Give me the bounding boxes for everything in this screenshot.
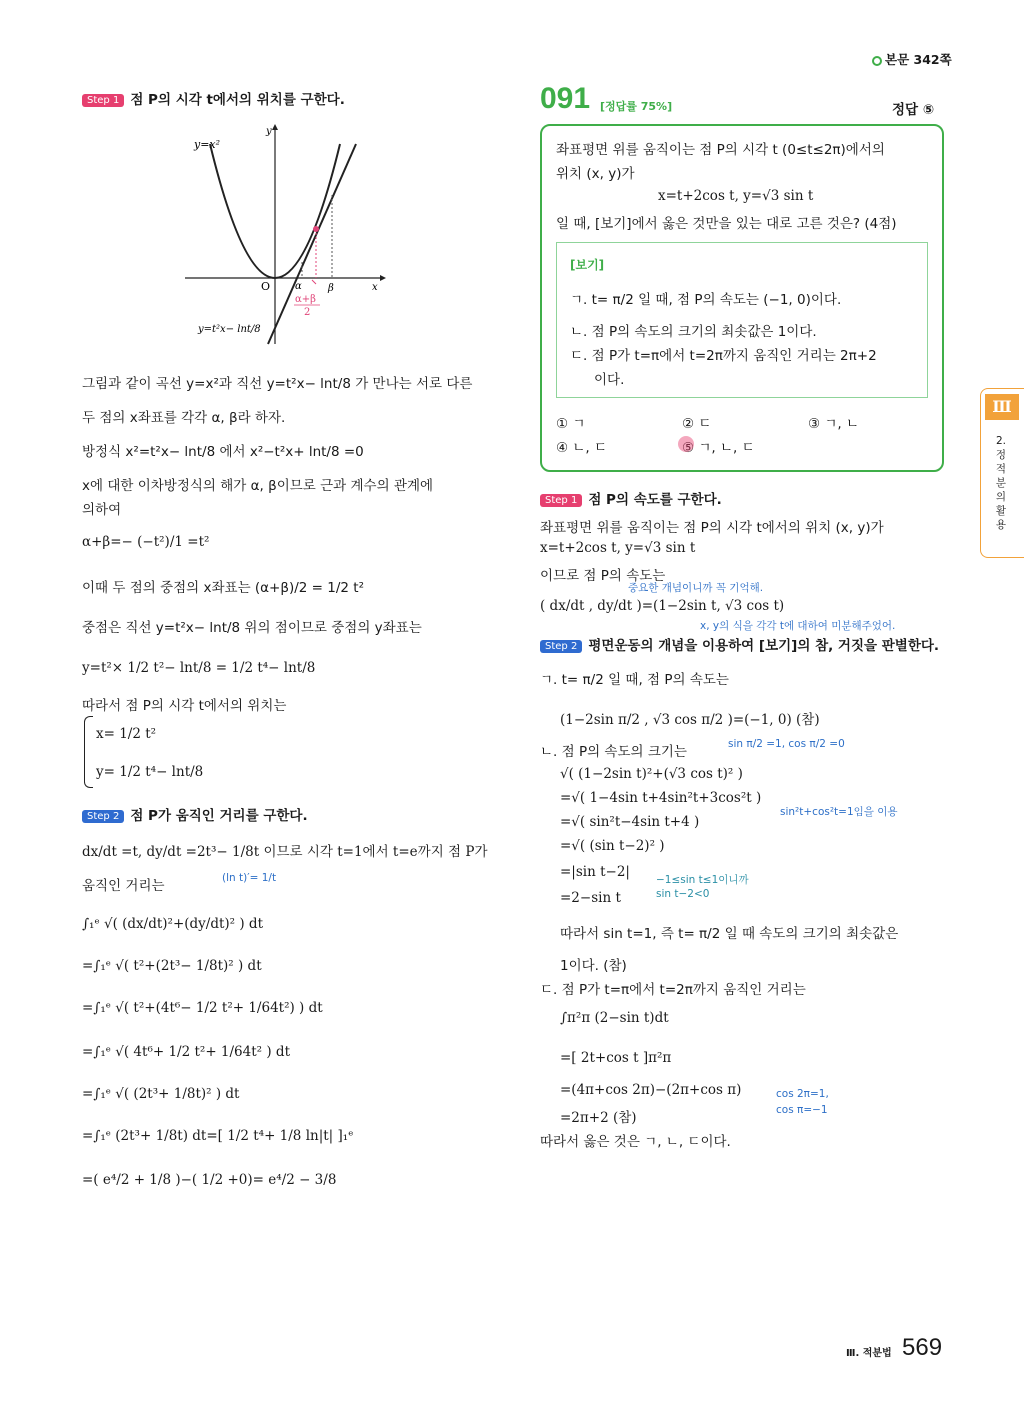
derivative-note: x, y의 식을 각각 t에 대하여 미분해주었어. <box>700 620 896 632</box>
chapter-number: Ⅲ <box>985 394 1019 420</box>
parabola-line-graph <box>180 122 390 347</box>
s2-line-3: ∫₁ᵉ √( (dx/dt)²+(dy/dt)² ) dt <box>82 916 263 932</box>
check-mark-icon <box>678 436 694 452</box>
bogi-title: [보기] <box>570 258 605 272</box>
left-line-11: x= 1/2 t² <box>96 726 157 742</box>
r-s1-line-4: ( dx/dt , dy/dt )=(1−2sin t, √3 cos t) <box>540 598 785 614</box>
r-s2-line-9: =2−sin t <box>560 890 621 906</box>
r-s1-line-1: 좌표평면 위를 움직이는 점 P의 시각 t에서의 위치 (x, y)가 <box>540 520 884 536</box>
cospi-note: cos π=−1 <box>776 1104 828 1116</box>
curve-label: y=x² <box>194 138 221 151</box>
midpoint-label-bottom: 2 <box>304 307 311 318</box>
r-s2-line-4: √( (1−2sin t)²+(√3 cos t)² ) <box>560 766 743 782</box>
left-line-7: 이때 두 점의 중점의 x좌표는 (α+β)/2 = 1/2 t² <box>82 580 365 596</box>
midpoint-label-top: α+β <box>295 294 316 305</box>
bogi-item-2: ㄴ. 점 P의 속도의 크기의 최솟값은 1이다. <box>570 324 817 340</box>
section-vertical-label: 2. 정적분의 활용 <box>995 435 1007 531</box>
r-s1-line-2: x=t+2cos t, y=√3 sin t <box>540 540 696 556</box>
choice-4[interactable]: ④ ㄴ, ㄷ <box>556 440 608 456</box>
r-s2-line-8: =|sin t−2| <box>560 864 630 880</box>
s2-line-2: 움직인 거리는 <box>82 878 165 894</box>
stem-line-1: 좌표평면 위를 움직이는 점 P의 시각 t (0≤t≤2π)에서의 <box>556 142 885 158</box>
r-s2-line-7: =√( (sin t−2)² ) <box>560 838 665 854</box>
left-step1-header <box>82 88 345 108</box>
page-number: 569 <box>902 1334 943 1361</box>
trig-values-note: sin π/2 =1, cos π/2 =0 <box>728 738 845 750</box>
step1-badge: Step 1 <box>82 94 124 107</box>
beta-label: β <box>328 283 334 294</box>
y-axis-label: y <box>266 126 272 137</box>
right-step2-header <box>540 634 939 654</box>
midpoint-dot <box>313 226 319 232</box>
right-step1-header <box>540 488 722 508</box>
right-step1-title: 점 P의 속도를 구한다. <box>588 492 722 508</box>
r-s2-line-1: ㄱ. t= π/2 일 때, 점 P의 속도는 <box>540 672 729 688</box>
left-line-9: y=t²× 1/2 t²− lnt/8 = 1/2 t⁴− lnt/8 <box>82 660 316 676</box>
s2-line-4: =∫₁ᵉ √( t²+(2t³− 1/8t)² ) dt <box>82 958 262 974</box>
r-s2-line-5: =√( 1−4sin t+4sin²t+3cos²t ) <box>560 790 762 806</box>
right-step2-title: 평면운동의 개념을 이용하여 [보기]의 참, 거짓을 판별한다. <box>588 638 940 654</box>
left-line-10: 따라서 점 P의 시각 t에서의 위치는 <box>82 698 287 714</box>
step2-badge: Step 2 <box>82 810 124 823</box>
circle-bullet-icon <box>872 56 882 66</box>
s2-line-6: =∫₁ᵉ √( 4t⁶+ 1/2 t²+ 1/64t² ) dt <box>82 1044 290 1060</box>
left-line-6: α+β=− (−t²)/1 =t² <box>82 534 210 550</box>
left-line-5: 의하여 <box>82 502 122 518</box>
choice-5[interactable]: ⑤ ㄱ, ㄴ, ㄷ <box>682 440 755 456</box>
system-brace <box>84 716 93 788</box>
page-reference <box>872 50 952 68</box>
stem-line-3: x=t+2cos t, y=√3 sin t <box>658 188 814 204</box>
r-s2-line-11: 1이다. (참) <box>560 958 627 974</box>
s2-line-1: dx/dt =t, dy/dt =2t³− 1/8t 이므로 시각 t=1에서 t=e까지 점 P가 <box>82 844 488 860</box>
choice-3[interactable]: ③ ㄱ, ㄴ <box>808 416 860 432</box>
r-s2-line-3: ㄴ. 점 P의 속도의 크기는 <box>540 744 687 760</box>
tangent-line <box>268 144 356 344</box>
identity-note: sin²t+cos²t=1임을 이용 <box>780 806 898 818</box>
r-s2-line-13: ∫π²π (2−sin t)dt <box>560 1010 669 1026</box>
origin-label: O <box>261 280 271 293</box>
correct-rate: [정답률 75%] <box>600 100 673 113</box>
r-s2-line-15: =(4π+cos 2π)−(2π+cos π) <box>560 1082 742 1098</box>
s2-line-7: =∫₁ᵉ √( (2t³+ 1/8t)² ) dt <box>82 1086 240 1102</box>
left-line-8: 중점은 직선 y=t²x− lnt/8 위의 점이므로 중점의 y좌표는 <box>82 620 422 636</box>
r-s2-line-14: =[ 2t+cos t ]π²π <box>560 1050 672 1066</box>
left-line-4: x에 대한 이차방정식의 해가 α, β이므로 근과 계수의 관계에 <box>82 478 434 494</box>
bogi-item-4: 이다. <box>594 372 625 388</box>
r-s2-line-10: 따라서 sin t=1, 즉 t= π/2 일 때 속도의 크기의 최솟값은 <box>560 926 899 942</box>
left-line-3: 방정식 x²=t²x− lnt/8 에서 x²−t²x+ lnt/8 =0 <box>82 444 364 460</box>
range-note: −1≤sin t≤1이니까 <box>656 874 749 886</box>
step1-title: 점 P의 시각 t에서의 위치를 구한다. <box>130 92 345 108</box>
s2-line-5: =∫₁ᵉ √( t²+(4t⁶− 1/2 t²+ 1/64t²) ) dt <box>82 1000 323 1016</box>
r-s2-line-16: =2π+2 (참) <box>560 1110 637 1126</box>
r-s2-line-12: ㄷ. 점 P가 t=π에서 t=2π까지 움직인 거리는 <box>540 982 806 998</box>
bogi-item-3: ㄷ. 점 P가 t=π에서 t=2π까지 움직인 거리는 2π+2 <box>570 348 877 364</box>
r-s2-line-17: 따라서 옳은 것은 ㄱ, ㄴ, ㄷ이다. <box>540 1134 731 1150</box>
ln-derivative-note: (ln t)′= 1/t <box>222 872 277 884</box>
page-reference-text: 본문 342쪽 <box>885 52 952 67</box>
left-step2-header <box>82 804 308 824</box>
stem-line-2: 위치 (x, y)가 <box>556 166 635 182</box>
concept-note: 중요한 개념이니까 꼭 기억해. <box>628 582 764 594</box>
right-step1-badge: Step 1 <box>540 494 582 507</box>
r-s1-line-3: 이므로 점 P의 속도는 <box>540 568 666 584</box>
x-axis-label: x <box>372 282 378 293</box>
footer-section: Ⅲ. 적분법 <box>846 1348 892 1359</box>
alpha-label: α <box>295 281 302 292</box>
answer-label: 정답 ⑤ <box>892 102 935 118</box>
step2-title: 점 P가 움직인 거리를 구한다. <box>130 808 308 824</box>
r-s2-line-2: (1−2sin π/2 , √3 cos π/2 )=(−1, 0) (참) <box>560 712 820 728</box>
right-step2-badge: Step 2 <box>540 640 582 653</box>
choice-1[interactable]: ① ㄱ <box>556 416 586 432</box>
line-label: y=t²x− lnt/8 <box>198 324 261 335</box>
r-s2-line-6: =√( sin²t−4sin t+4 ) <box>560 814 700 830</box>
cos2pi-note: cos 2π=1, <box>776 1088 829 1100</box>
left-line-1: 그림과 같이 곡선 y=x²과 직선 y=t²x− lnt/8 가 만나는 서로 다른 <box>82 376 473 392</box>
s2-line-8: =∫₁ᵉ (2t³+ 1/8t) dt=[ 1/2 t⁴+ 1/8 ln|t| ]₁ᵉ <box>82 1128 354 1144</box>
choice-2[interactable]: ② ㄷ <box>682 416 712 432</box>
s2-line-9: =( e⁴/2 + 1/8 )−( 1/2 +0)= e⁴/2 − 3/8 <box>82 1172 337 1188</box>
problem-number: 091 <box>540 82 591 115</box>
left-line-12: y= 1/2 t⁴− lnt/8 <box>96 764 204 780</box>
range-note-2: sin t−2<0 <box>656 888 710 900</box>
left-line-2: 두 점의 x좌표를 각각 α, β라 하자. <box>82 410 286 426</box>
stem-line-4: 일 때, [보기]에서 옳은 것만을 있는 대로 고른 것은? (4점) <box>556 216 897 232</box>
bogi-item-1: ㄱ. t= π/2 일 때, 점 P의 속도는 (−1, 0)이다. <box>570 292 842 308</box>
